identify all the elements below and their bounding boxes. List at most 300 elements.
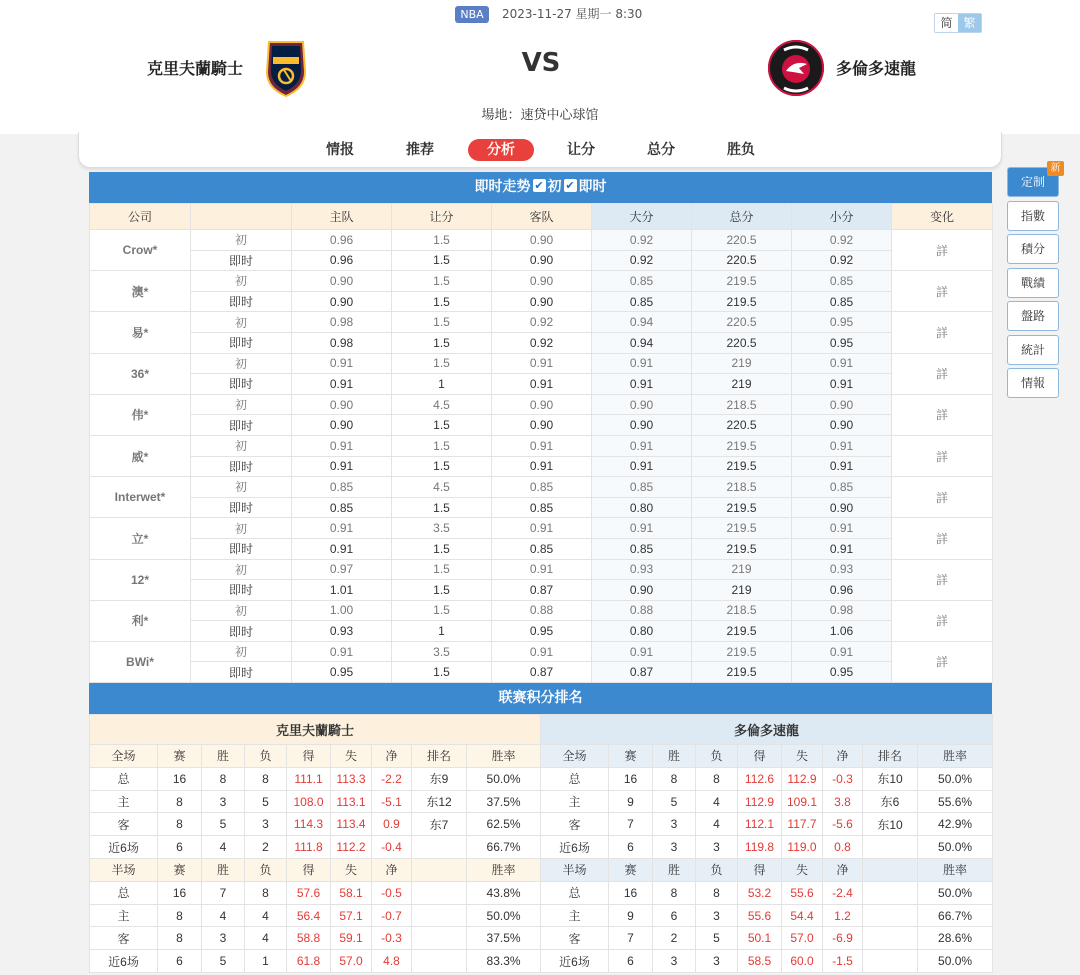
odds-type-label: 初 — [191, 559, 292, 580]
standings-cell: 3 — [653, 950, 696, 973]
detail-link[interactable]: 詳 — [892, 641, 993, 682]
standings-cell: 8 — [653, 881, 696, 904]
odds-under-value: 0.90 — [792, 394, 892, 415]
home-standings-table — [89, 714, 541, 973]
standings-cell: -0.3 — [823, 767, 863, 790]
standings-cell — [863, 881, 918, 904]
odds-type-label: 初 — [191, 353, 292, 374]
col-home: 主队 — [292, 204, 392, 230]
odds-handicap-value: 1.5 — [392, 600, 492, 621]
tab-moneyline[interactable]: 胜负 — [727, 142, 755, 158]
detail-link[interactable]: 詳 — [892, 435, 993, 476]
odds-away-value: 0.87 — [492, 580, 592, 601]
company-name[interactable]: 易* — [90, 312, 191, 353]
standings-header-cell: 净 — [372, 859, 412, 882]
standings-header-cell: 赛 — [609, 745, 653, 768]
standings-cell: 客 — [541, 927, 609, 950]
odds-handicap-value: 4.5 — [392, 477, 492, 498]
standings-cell: 8 — [158, 904, 202, 927]
odds-total-value: 219 — [692, 559, 792, 580]
odds-away-value: 0.88 — [492, 600, 592, 621]
odds-row-live — [90, 374, 993, 395]
standings-cell: 5 — [245, 790, 287, 813]
away-standings-team-name[interactable]: 多倫多速龍 — [541, 715, 993, 745]
live-checkbox-label: 即时 — [578, 179, 607, 195]
standings-header-cell: 负 — [245, 745, 287, 768]
odds-total-value: 219.5 — [692, 291, 792, 312]
standings-cell: 总 — [541, 767, 609, 790]
col-total: 总分 — [692, 204, 792, 230]
standings-cell: 8 — [158, 813, 202, 836]
odds-under-value: 0.91 — [792, 435, 892, 456]
odds-home-value: 0.90 — [292, 394, 392, 415]
odds-over-value: 0.91 — [592, 518, 692, 539]
odds-home-value: 0.91 — [292, 518, 392, 539]
detail-link[interactable]: 詳 — [892, 559, 993, 600]
standings-cell: 6 — [609, 950, 653, 973]
odds-handicap-value: 3.5 — [392, 518, 492, 539]
standings-cell: 8 — [696, 881, 738, 904]
standings-cell: 客 — [90, 813, 158, 836]
standings-cell: 50.0% — [918, 881, 993, 904]
odds-row-init — [90, 230, 993, 251]
standings-cell: 6 — [653, 904, 696, 927]
detail-link[interactable]: 詳 — [892, 600, 993, 641]
odds-under-value: 0.92 — [792, 230, 892, 251]
standings-row — [90, 790, 541, 813]
odds-home-value: 0.98 — [292, 312, 392, 333]
odds-row-init — [90, 600, 993, 621]
odds-home-value: 0.85 — [292, 497, 392, 518]
cavaliers-logo[interactable] — [263, 38, 309, 98]
odds-away-value: 0.95 — [492, 621, 592, 642]
odds-handicap-value: 1.5 — [392, 559, 492, 580]
company-name[interactable]: 12* — [90, 559, 191, 600]
odds-total-value: 219.5 — [692, 538, 792, 559]
side-menu-item[interactable]: 定制 — [1007, 167, 1059, 197]
standings-cell: 8 — [202, 767, 245, 790]
company-name[interactable]: 利* — [90, 600, 191, 641]
standings-header-cell: 失 — [331, 745, 372, 768]
odds-home-value: 0.96 — [292, 230, 392, 251]
side-menu-item[interactable]: 指數 — [1007, 201, 1059, 231]
detail-link[interactable]: 詳 — [892, 312, 993, 353]
standings-cell: 1.2 — [823, 904, 863, 927]
standings-cell: 50.1 — [738, 927, 782, 950]
standings-header-row — [541, 859, 993, 882]
standings-cell: 主 — [541, 790, 609, 813]
standings-cell: 37.5% — [467, 927, 541, 950]
odds-under-value: 0.95 — [792, 332, 892, 353]
odds-under-value: 0.95 — [792, 662, 892, 683]
col-change: 变化 — [892, 204, 993, 230]
standings-cell: 3 — [696, 950, 738, 973]
odds-total-value: 218.5 — [692, 477, 792, 498]
odds-away-value: 0.91 — [492, 456, 592, 477]
side-menu — [1007, 163, 1061, 402]
standings-cell: 7 — [609, 813, 653, 836]
standings-cell: 4 — [202, 836, 245, 859]
away-team-name[interactable]: 多倫多速龍 — [835, 59, 916, 78]
odds-over-value: 0.80 — [592, 497, 692, 518]
standings-row — [541, 950, 993, 973]
standings-cell: 0.9 — [372, 813, 412, 836]
odds-over-value: 0.90 — [592, 415, 692, 436]
init-checkbox[interactable]: ✔ — [534, 178, 544, 192]
odds-under-value: 0.90 — [792, 415, 892, 436]
odds-total-value: 219 — [692, 374, 792, 395]
standings-cell: 16 — [158, 767, 202, 790]
odds-home-value: 0.95 — [292, 662, 392, 683]
odds-handicap-value: 1.5 — [392, 312, 492, 333]
odds-home-value: 0.96 — [292, 250, 392, 271]
standings-cell: 111.8 — [287, 836, 331, 859]
standings-header-cell: 半场 — [541, 859, 609, 882]
odds-row-live — [90, 497, 993, 518]
col-away: 客队 — [492, 204, 592, 230]
standings-cell — [412, 950, 467, 973]
company-name[interactable]: 立* — [90, 518, 191, 559]
odds-type-label: 即时 — [191, 497, 292, 518]
odds-type-label: 即时 — [191, 332, 292, 353]
standings-header-cell: 得 — [738, 745, 782, 768]
odds-away-value: 0.85 — [492, 497, 592, 518]
odds-table — [89, 203, 993, 683]
standings-cell: -2.2 — [372, 767, 412, 790]
raptors-logo[interactable] — [766, 38, 826, 98]
away-standings — [540, 714, 992, 973]
standings-cell: 东10 — [863, 767, 918, 790]
odds-handicap-value: 1.5 — [392, 332, 492, 353]
standings-cell: 59.1 — [331, 927, 372, 950]
standings-cell: -0.3 — [372, 927, 412, 950]
standings-cell: 客 — [90, 927, 158, 950]
standings-cell: 3 — [696, 836, 738, 859]
odds-home-value: 0.97 — [292, 559, 392, 580]
side-menu-item[interactable]: 盤路 — [1007, 301, 1059, 331]
company-name[interactable]: BWi* — [90, 641, 191, 682]
odds-under-value: 0.96 — [792, 580, 892, 601]
standings-cell: 119.8 — [738, 836, 782, 859]
odds-row-live — [90, 415, 993, 436]
odds-under-value: 0.95 — [792, 312, 892, 333]
standings-row — [90, 767, 541, 790]
standings-title: 联赛积分排名 — [498, 690, 583, 707]
company-name[interactable]: 伟* — [90, 394, 191, 435]
standings-row — [90, 927, 541, 950]
tab-handicap[interactable]: 让分 — [567, 142, 595, 158]
odds-over-value: 0.91 — [592, 353, 692, 374]
side-menu-item[interactable]: 情報 — [1007, 368, 1059, 398]
odds-handicap-value: 1.5 — [392, 230, 492, 251]
odds-away-value: 0.90 — [492, 291, 592, 312]
detail-link[interactable]: 詳 — [892, 353, 993, 394]
standings-cell: 5 — [202, 813, 245, 836]
odds-type-label: 初 — [191, 477, 292, 498]
standings-cell — [863, 950, 918, 973]
odds-over-value: 0.85 — [592, 271, 692, 292]
odds-over-value: 0.91 — [592, 374, 692, 395]
standings-cell: 109.1 — [782, 790, 823, 813]
standings-cell: 4 — [245, 904, 287, 927]
standings-cell: 16 — [609, 881, 653, 904]
standings-cell: 6 — [158, 836, 202, 859]
side-menu-item[interactable]: 統計 — [1007, 335, 1059, 365]
standings-cell: 东6 — [863, 790, 918, 813]
detail-link[interactable]: 詳 — [892, 477, 993, 518]
side-menu-item[interactable]: 戰績 — [1007, 268, 1059, 298]
standings-header-cell: 胜 — [202, 745, 245, 768]
standings-cell: 东10 — [863, 813, 918, 836]
standings-cell: 5 — [653, 790, 696, 813]
standings-cell: 5 — [696, 927, 738, 950]
odds-type-label: 初 — [191, 435, 292, 456]
standings-cell: 总 — [90, 767, 158, 790]
odds-row-live — [90, 580, 993, 601]
company-name[interactable]: 澳* — [90, 271, 191, 312]
standings-row — [90, 904, 541, 927]
odds-total-value: 220.5 — [692, 230, 792, 251]
standings-row — [90, 881, 541, 904]
standings-cell: 6 — [609, 836, 653, 859]
odds-handicap-value: 1.5 — [392, 456, 492, 477]
odds-over-value: 0.91 — [592, 435, 692, 456]
standings-cell: 61.8 — [287, 950, 331, 973]
odds-away-value: 0.92 — [492, 332, 592, 353]
standings-cell: 112.6 — [738, 767, 782, 790]
standings-cell: 7 — [609, 927, 653, 950]
standings-cell: 113.1 — [331, 790, 372, 813]
odds-type-label: 即时 — [191, 415, 292, 436]
odds-type-label: 初 — [191, 230, 292, 251]
odds-total-value: 219 — [692, 580, 792, 601]
standings-cell: 50.0% — [467, 767, 541, 790]
odds-away-value: 0.85 — [492, 477, 592, 498]
home-standings-team-name[interactable]: 克里夫蘭騎士 — [90, 715, 541, 745]
odds-under-value: 0.85 — [792, 271, 892, 292]
tab-total[interactable]: 总分 — [647, 142, 675, 158]
standings-cell: 50.0% — [467, 904, 541, 927]
standings-cell: 37.5% — [467, 790, 541, 813]
odds-type-label: 即时 — [191, 456, 292, 477]
odds-under-value: 0.91 — [792, 538, 892, 559]
standings-header-cell: 胜 — [202, 859, 245, 882]
lang-simplified-button[interactable]: 简 — [935, 14, 958, 32]
detail-link[interactable]: 詳 — [892, 271, 993, 312]
analysis-tabs — [78, 132, 1002, 168]
detail-link[interactable]: 詳 — [892, 394, 993, 435]
odds-handicap-value: 1.5 — [392, 250, 492, 271]
standings-row — [90, 836, 541, 859]
odds-under-value: 0.98 — [792, 600, 892, 621]
standings-cell: 54.4 — [782, 904, 823, 927]
standings-cell: 53.2 — [738, 881, 782, 904]
odds-row-live — [90, 662, 993, 683]
odds-over-value: 0.94 — [592, 332, 692, 353]
standings-cell: 近6场 — [90, 950, 158, 973]
standings-cell — [412, 836, 467, 859]
odds-type-label: 即时 — [191, 662, 292, 683]
company-name[interactable]: Crow* — [90, 230, 191, 271]
home-team-name[interactable]: 克里夫蘭騎士 — [146, 59, 243, 78]
standings-header-cell: 胜率 — [918, 859, 993, 882]
standings-cell: 5 — [202, 950, 245, 973]
odds-over-value: 0.85 — [592, 538, 692, 559]
odds-over-value: 0.80 — [592, 621, 692, 642]
standings-cell: 66.7% — [918, 904, 993, 927]
odds-away-value: 0.90 — [492, 230, 592, 251]
standings-cell: 112.2 — [331, 836, 372, 859]
odds-home-value: 0.90 — [292, 415, 392, 436]
standings-header-cell: 排名 — [863, 745, 918, 768]
standings-cell: 客 — [541, 813, 609, 836]
odds-home-value: 0.90 — [292, 291, 392, 312]
odds-total-value: 220.5 — [692, 332, 792, 353]
standings-cell: 8 — [653, 767, 696, 790]
company-name[interactable]: Interwet* — [90, 477, 191, 518]
standings-header-row — [90, 859, 541, 882]
odds-home-value: 0.91 — [292, 456, 392, 477]
odds-home-value: 1.00 — [292, 600, 392, 621]
odds-over-value: 0.92 — [592, 230, 692, 251]
live-checkbox[interactable]: ✔ — [565, 178, 575, 192]
standings-row — [541, 904, 993, 927]
standings-team-row — [90, 715, 541, 745]
tab-analysis[interactable]: 分析 — [468, 139, 534, 161]
odds-under-value: 0.91 — [792, 518, 892, 539]
tab-recommend[interactable]: 推荐 — [406, 142, 434, 158]
standings-cell: 112.1 — [738, 813, 782, 836]
odds-home-value: 0.98 — [292, 332, 392, 353]
standings-cell: 113.3 — [331, 767, 372, 790]
odds-away-value: 0.90 — [492, 394, 592, 415]
standings-header-cell: 负 — [245, 859, 287, 882]
tab-intel[interactable]: 情报 — [326, 142, 354, 158]
col-type — [191, 204, 292, 230]
standings-cell: 8 — [158, 790, 202, 813]
odds-over-value: 0.90 — [592, 394, 692, 415]
standings-cell: 6 — [158, 950, 202, 973]
odds-row-live — [90, 621, 993, 642]
standings-cell: 东9 — [412, 767, 467, 790]
odds-total-value: 219.5 — [692, 271, 792, 292]
detail-link[interactable]: 詳 — [892, 230, 993, 271]
standings-cell: 83.3% — [467, 950, 541, 973]
odds-type-label: 即时 — [191, 621, 292, 642]
standings-header-cell: 净 — [372, 745, 412, 768]
odds-home-value: 0.91 — [292, 353, 392, 374]
standings-cell: 57.0 — [782, 927, 823, 950]
odds-under-value: 0.90 — [792, 497, 892, 518]
standings-header-cell: 全场 — [541, 745, 609, 768]
standings-cell: 东7 — [412, 813, 467, 836]
odds-away-value: 0.85 — [492, 538, 592, 559]
detail-link[interactable]: 詳 — [892, 518, 993, 559]
odds-type-label: 初 — [191, 312, 292, 333]
league-badge[interactable]: NBA — [455, 6, 489, 23]
odds-handicap-value: 1.5 — [392, 662, 492, 683]
standings-header-cell: 赛 — [609, 859, 653, 882]
odds-over-value: 0.85 — [592, 477, 692, 498]
standings-header-cell: 负 — [696, 745, 738, 768]
standings-cell: 东12 — [412, 790, 467, 813]
standings-section — [89, 714, 992, 973]
standings-cell: -0.7 — [372, 904, 412, 927]
standings-cell: 近6场 — [541, 836, 609, 859]
standings-cell: 108.0 — [287, 790, 331, 813]
company-name[interactable]: 威* — [90, 435, 191, 476]
standings-header-cell: 得 — [287, 859, 331, 882]
analysis-panel — [89, 172, 992, 973]
odds-row-init — [90, 641, 993, 662]
standings-cell: 66.7% — [467, 836, 541, 859]
odds-away-value: 0.90 — [492, 271, 592, 292]
standings-cell: 42.9% — [918, 813, 993, 836]
standings-cell: 50.0% — [918, 950, 993, 973]
venue-label: 場地：速贷中心球馆 — [481, 108, 599, 123]
new-badge: 新 — [1047, 161, 1064, 176]
odds-over-value: 0.93 — [592, 559, 692, 580]
standings-header-cell: 失 — [782, 745, 823, 768]
odds-total-value: 219.5 — [692, 518, 792, 539]
standings-cell: 3.8 — [823, 790, 863, 813]
home-standings — [89, 714, 540, 973]
standings-cell: 近6场 — [90, 836, 158, 859]
standings-header-cell: 胜率 — [467, 745, 541, 768]
odds-type-label: 初 — [191, 394, 292, 415]
standings-cell: 28.6% — [918, 927, 993, 950]
odds-under-value: 0.85 — [792, 291, 892, 312]
side-menu-item[interactable]: 積分 — [1007, 234, 1059, 264]
standings-cell — [412, 881, 467, 904]
odds-handicap-value: 1.5 — [392, 271, 492, 292]
standings-header-cell: 排名 — [412, 745, 467, 768]
odds-home-value: 0.91 — [292, 435, 392, 456]
standings-cell: 3 — [202, 927, 245, 950]
standings-header-cell — [863, 859, 918, 882]
standings-cell: 0.8 — [823, 836, 863, 859]
standings-header-cell: 失 — [331, 859, 372, 882]
away-standings-table — [540, 714, 993, 973]
odds-title: 即时走势 — [474, 179, 531, 195]
standings-cell — [863, 904, 918, 927]
odds-type-label: 初 — [191, 600, 292, 621]
standings-row — [541, 836, 993, 859]
odds-row-init — [90, 435, 993, 456]
odds-over-value: 0.91 — [592, 456, 692, 477]
standings-cell: 3 — [653, 813, 696, 836]
odds-row-init — [90, 394, 993, 415]
standings-cell: -5.6 — [823, 813, 863, 836]
standings-cell: 总 — [90, 881, 158, 904]
odds-row-live — [90, 291, 993, 312]
standings-cell: 主 — [541, 904, 609, 927]
standings-cell: 112.9 — [782, 767, 823, 790]
odds-away-value: 0.91 — [492, 518, 592, 539]
odds-total-value: 219.5 — [692, 456, 792, 477]
standings-row — [90, 950, 541, 973]
standings-cell: 7 — [202, 881, 245, 904]
standings-header-row — [541, 745, 993, 768]
standings-row — [541, 927, 993, 950]
standings-cell: 8 — [696, 767, 738, 790]
standings-row — [541, 790, 993, 813]
company-name[interactable]: 36* — [90, 353, 191, 394]
standings-cell: 2 — [245, 836, 287, 859]
odds-total-value: 219.5 — [692, 641, 792, 662]
lang-traditional-button[interactable]: 繁 — [958, 14, 981, 32]
odds-type-label: 即时 — [191, 538, 292, 559]
